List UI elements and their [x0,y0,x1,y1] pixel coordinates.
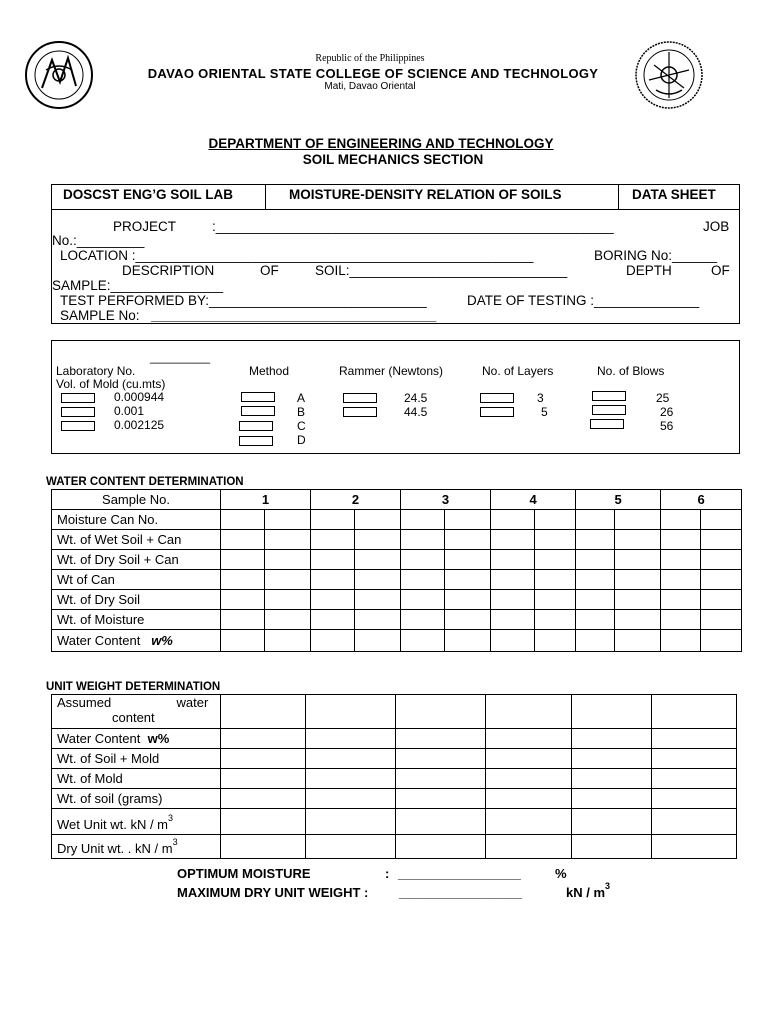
water-content-title: WATER CONTENT DETERMINATION [46,476,244,488]
table-row [52,729,737,749]
volume-value: 0.001 [114,404,145,418]
layers-label: No. of Layers [482,364,554,378]
table-row [52,749,737,769]
layers-checkbox[interactable] [480,393,514,403]
table-row [52,610,742,630]
method-checkbox[interactable] [241,392,275,402]
unit-weight-title: UNIT WEIGHT DETERMINATION [46,681,221,693]
table-row [52,809,737,835]
row-label: Wt. of Dry Soil [52,590,221,610]
table-row [52,789,737,809]
method-checkbox[interactable] [241,406,275,416]
republic-line: Republic of the Philippines [315,53,425,64]
method-value: C [297,419,306,433]
max-dry-unit-weight-label: MAXIMUM DRY UNIT WEIGHT : [177,885,369,900]
row-label: Wt. of Soil + Mold [52,749,221,769]
sample-number: 4 [491,490,576,510]
job-no-field[interactable]: No.:_________ [52,233,145,248]
volume-value: 0.002125 [114,418,165,432]
optimum-moisture-field[interactable]: _________________ [398,866,521,881]
method-value: B [297,405,306,419]
rammer-value: 24.5 [404,391,428,405]
optimum-moisture-label: OPTIMUM MOISTURE [177,866,311,881]
rammer-value: 44.5 [404,405,428,419]
job-label: JOB [703,219,730,234]
max-dry-unit-weight-unit: kN / $m^3$ [566,881,611,900]
college-name: DAVAO ORIENTAL STATE COLLEGE OF SCIENCE AND TECHNOLOGY [147,66,599,81]
method-checkbox[interactable] [239,421,273,431]
description-label: DESCRIPTION [122,263,215,278]
row-label: Wt. of Moisture [52,610,221,630]
test-name: MOISTURE-DENSITY RELATION OF SOILS [289,187,562,202]
date-of-testing-field[interactable]: DATE OF TESTING :______________ [467,293,700,308]
college-address: Mati, Davao Oriental [324,81,416,92]
layers-value: 5 [541,405,548,419]
optimum-moisture-colon: : [385,866,390,881]
table-row [52,769,737,789]
table-row [52,570,742,590]
table-row [52,695,737,729]
row-label: Wt. of soil (grams) [52,789,221,809]
water-content-table [51,489,742,652]
data-sheet-label: DATA SHEET [632,187,716,202]
sample-number: 2 [311,490,401,510]
depth-label: DEPTH [626,263,672,278]
blows-value: 25 [656,391,670,405]
row-label: Wt of Can [52,570,221,590]
optimum-moisture-unit: % [555,866,567,881]
layers-checkbox[interactable] [480,407,514,417]
blows-value: 56 [660,419,674,433]
row-label: Water Content w% [52,630,221,652]
volume-checkbox[interactable] [61,407,95,417]
test-performed-field[interactable]: TEST PERFORMED BY:_____________________________ [60,293,427,308]
project-field[interactable]: :_____________________________________________________ [212,219,614,234]
row-label: Wt. of Wet Soil + Can [52,530,221,550]
table-row [52,835,737,859]
sample-depth-field[interactable]: SAMPLE:_______________ [52,278,224,293]
sample-no-field[interactable]: ______________________________________ [151,308,437,323]
rammer-label: Rammer (Newtons) [339,364,444,378]
row-label: Dry Unit wt. . kN / $m^3$ [52,835,221,859]
sample-number: 5 [576,490,661,510]
max-dry-unit-weight-field[interactable]: _________________ [399,885,522,900]
table-row [52,590,742,610]
rammer-checkbox[interactable] [343,407,377,417]
volume-checkbox[interactable] [61,393,95,403]
blows-label: No. of Blows [597,364,665,378]
lab-name: DOSCST ENG’G SOIL LAB [63,187,234,202]
table-row [52,550,742,570]
description-of-label: OF [260,263,279,278]
lab-no-label: Laboratory No. [56,364,136,378]
row-label: Water Content w% [52,729,221,749]
sample-number: 1 [221,490,311,510]
sample-number: 6 [661,490,742,510]
table-row [52,530,742,550]
sample-number: 3 [401,490,491,510]
blows-value: 26 [660,405,674,419]
blows-checkbox[interactable] [590,419,624,429]
project-label: PROJECT [113,219,177,234]
department-title: DEPARTMENT OF ENGINEERING AND TECHNOLOGY [208,136,554,151]
method-label: Method [249,364,290,378]
sample-no-header: Sample No. [52,490,221,510]
blows-checkbox[interactable] [592,405,626,415]
table-row [52,630,742,652]
rammer-checkbox[interactable] [343,393,377,403]
soil-description-field[interactable]: SOIL:_____________________________ [315,263,568,278]
sample-no-label: SAMPLE No: [60,308,140,323]
boring-no-field[interactable]: BORING No:______ [594,248,718,263]
blows-checkbox[interactable] [592,391,626,401]
method-value: D [297,433,306,447]
row-label: Wet Unit wt. kN / $m^3$ [52,809,221,835]
unit-weight-table [51,694,737,859]
method-checkbox[interactable] [239,436,273,446]
row-label: Wt. of Dry Soil + Can [52,550,221,570]
row-label: Wt. of Mold [52,769,221,789]
row-label: Moisture Can No. [52,510,221,530]
layers-value: 3 [537,391,544,405]
assumed-water-content-label: Assumed water content [52,695,221,729]
method-value: A [297,391,306,405]
volume-value: 0.000944 [114,390,165,404]
section-title: SOIL MECHANICS SECTION [302,152,484,167]
volume-checkbox[interactable] [61,421,95,431]
depth-of-label: OF [711,263,730,278]
table-row [52,510,742,530]
location-field[interactable]: LOCATION :_____________________________________________________ [60,248,534,263]
vol-mold-label: Vol. of Mold (cu.mts) [56,377,166,391]
lab-no-field[interactable]: _________ [150,350,211,364]
